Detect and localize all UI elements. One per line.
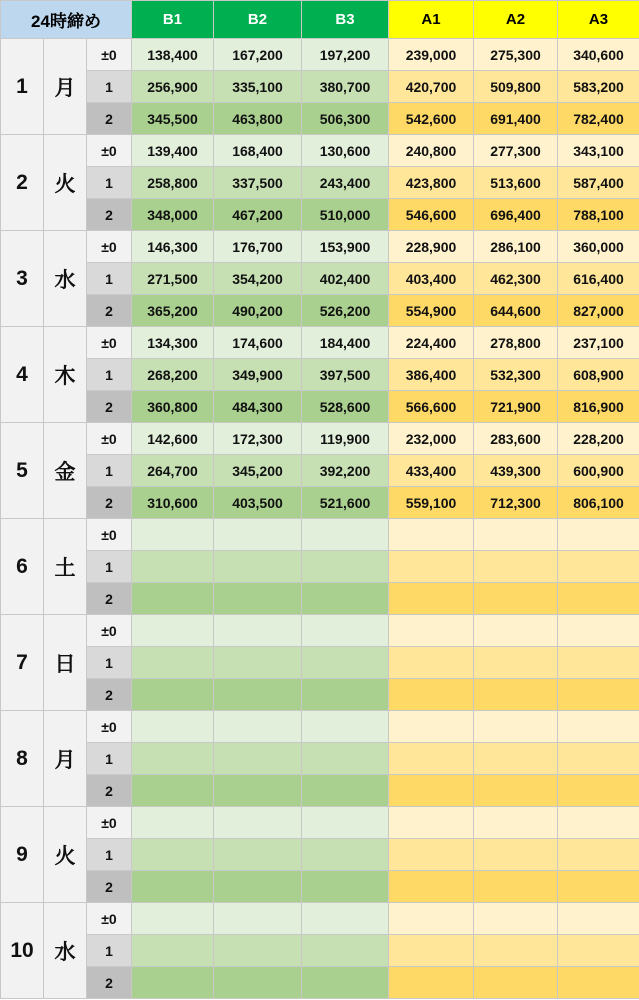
value-cell-b1[interactable]: [132, 679, 214, 711]
sub-row-label-cell[interactable]: ±0: [87, 615, 132, 647]
value-cell-b3[interactable]: 184,400: [302, 327, 389, 359]
weekday-cell[interactable]: 月: [44, 711, 87, 807]
value-cell-b2[interactable]: [214, 839, 302, 871]
sub-row-label-cell[interactable]: ±0: [87, 903, 132, 935]
value-cell-a3[interactable]: 237,100: [558, 327, 639, 359]
value-cell-b2[interactable]: 467,200: [214, 199, 302, 231]
day-number-cell[interactable]: 4: [1, 327, 44, 423]
value-cell-a3[interactable]: [558, 839, 639, 871]
value-cell-a3[interactable]: 340,600: [558, 39, 639, 71]
day-number-cell[interactable]: 3: [1, 231, 44, 327]
value-cell-b1[interactable]: 365,200: [132, 295, 214, 327]
sub-row-label-cell[interactable]: ±0: [87, 39, 132, 71]
value-cell-b1[interactable]: 348,000: [132, 199, 214, 231]
value-cell-b1[interactable]: 134,300: [132, 327, 214, 359]
value-cell-b2[interactable]: [214, 743, 302, 775]
value-cell-a1[interactable]: [389, 967, 474, 999]
value-cell-b1[interactable]: [132, 935, 214, 967]
value-cell-b3[interactable]: [302, 775, 389, 807]
value-cell-a1[interactable]: 232,000: [389, 423, 474, 455]
weekday-cell[interactable]: 土: [44, 519, 87, 615]
weekday-cell[interactable]: 水: [44, 903, 87, 999]
value-cell-a2[interactable]: [474, 551, 558, 583]
value-cell-a1[interactable]: 403,400: [389, 263, 474, 295]
header-row: [1, 1, 639, 39]
value-cell-b1[interactable]: [132, 871, 214, 903]
value-cell-a3[interactable]: [558, 743, 639, 775]
value-cell-a2[interactable]: [474, 647, 558, 679]
value-cell-a2[interactable]: 644,600: [474, 295, 558, 327]
table-row: [1, 423, 639, 455]
value-cell-a1[interactable]: [389, 711, 474, 743]
table-row: [1, 583, 639, 615]
value-cell-a2[interactable]: [474, 583, 558, 615]
value-cell-b2[interactable]: [214, 935, 302, 967]
value-cell-b3[interactable]: 521,600: [302, 487, 389, 519]
value-cell-a2[interactable]: 277,300: [474, 135, 558, 167]
value-cell-b3[interactable]: 380,700: [302, 71, 389, 103]
weekday-cell[interactable]: 日: [44, 615, 87, 711]
value-cell-a3[interactable]: [558, 647, 639, 679]
sub-row-label-cell[interactable]: ±0: [87, 327, 132, 359]
value-cell-b1[interactable]: [132, 647, 214, 679]
value-cell-a2[interactable]: 286,100: [474, 231, 558, 263]
value-cell-a1[interactable]: 386,400: [389, 359, 474, 391]
day-number-cell[interactable]: 7: [1, 615, 44, 711]
sub-row-label-cell[interactable]: 2: [87, 103, 132, 135]
value-cell-a3[interactable]: 827,000: [558, 295, 639, 327]
value-cell-b1[interactable]: 264,700: [132, 455, 214, 487]
value-cell-b3[interactable]: 119,900: [302, 423, 389, 455]
value-cell-b3[interactable]: 197,200: [302, 39, 389, 71]
sub-row-label-cell[interactable]: 2: [87, 295, 132, 327]
value-cell-b3[interactable]: [302, 871, 389, 903]
value-cell-a1[interactable]: [389, 551, 474, 583]
value-cell-b1[interactable]: 268,200: [132, 359, 214, 391]
value-cell-a2[interactable]: 721,900: [474, 391, 558, 423]
value-cell-b2[interactable]: [214, 551, 302, 583]
value-cell-a3[interactable]: 360,000: [558, 231, 639, 263]
value-cell-b3[interactable]: 153,900: [302, 231, 389, 263]
value-cell-b1[interactable]: 142,600: [132, 423, 214, 455]
table-row: [1, 135, 639, 167]
value-cell-b1[interactable]: [132, 839, 214, 871]
value-cell-b3[interactable]: [302, 711, 389, 743]
value-cell-b2[interactable]: 349,900: [214, 359, 302, 391]
value-cell-b3[interactable]: 402,400: [302, 263, 389, 295]
value-cell-b2[interactable]: 337,500: [214, 167, 302, 199]
value-cell-a1[interactable]: 240,800: [389, 135, 474, 167]
value-cell-b3[interactable]: 243,400: [302, 167, 389, 199]
value-cell-b3[interactable]: 392,200: [302, 455, 389, 487]
value-cell-b3[interactable]: 510,000: [302, 199, 389, 231]
value-cell-b2[interactable]: 168,400: [214, 135, 302, 167]
sub-row-label-cell[interactable]: 1: [87, 71, 132, 103]
weekday-cell[interactable]: 金: [44, 423, 87, 519]
value-cell-a2[interactable]: [474, 679, 558, 711]
value-cell-a3[interactable]: [558, 967, 639, 999]
sub-row-label-cell[interactable]: ±0: [87, 231, 132, 263]
value-cell-a3[interactable]: 788,100: [558, 199, 639, 231]
value-cell-a1[interactable]: [389, 871, 474, 903]
value-cell-b2[interactable]: 463,800: [214, 103, 302, 135]
value-cell-b2[interactable]: 345,200: [214, 455, 302, 487]
weekday-cell[interactable]: 月: [44, 39, 87, 135]
value-cell-b2[interactable]: [214, 519, 302, 551]
value-cell-a3[interactable]: 587,400: [558, 167, 639, 199]
value-cell-a3[interactable]: [558, 935, 639, 967]
table-row: [1, 199, 639, 231]
table-row: [1, 455, 639, 487]
sub-row-label-cell[interactable]: 2: [87, 775, 132, 807]
value-cell-b3[interactable]: 528,600: [302, 391, 389, 423]
table-row: [1, 903, 639, 935]
value-cell-a1[interactable]: [389, 839, 474, 871]
table-row: [1, 39, 639, 71]
value-cell-a3[interactable]: [558, 903, 639, 935]
table-row: [1, 935, 639, 967]
value-cell-a3[interactable]: [558, 711, 639, 743]
sub-row-label-cell[interactable]: 2: [87, 679, 132, 711]
table-row: [1, 263, 639, 295]
sub-row-label-cell[interactable]: 1: [87, 167, 132, 199]
table-row: [1, 871, 639, 903]
value-cell-a3[interactable]: [558, 871, 639, 903]
value-cell-a1[interactable]: [389, 519, 474, 551]
value-cell-b3[interactable]: [302, 551, 389, 583]
sub-row-label-cell[interactable]: 1: [87, 455, 132, 487]
value-cell-a3[interactable]: [558, 519, 639, 551]
value-cell-b3[interactable]: 526,200: [302, 295, 389, 327]
value-cell-a1[interactable]: [389, 615, 474, 647]
value-cell-b1[interactable]: [132, 807, 214, 839]
value-cell-a3[interactable]: 583,200: [558, 71, 639, 103]
value-cell-b1[interactable]: 138,400: [132, 39, 214, 71]
header-b2[interactable]: B2: [214, 1, 302, 39]
value-cell-a2[interactable]: [474, 807, 558, 839]
value-cell-b1[interactable]: 310,600: [132, 487, 214, 519]
value-cell-b3[interactable]: [302, 807, 389, 839]
table-row: [1, 839, 639, 871]
value-cell-a1[interactable]: [389, 775, 474, 807]
table-row: [1, 967, 639, 999]
table-row: [1, 743, 639, 775]
value-cell-b1[interactable]: [132, 967, 214, 999]
value-cell-b2[interactable]: 167,200: [214, 39, 302, 71]
header-a1[interactable]: A1: [389, 1, 474, 39]
sub-row-label-cell[interactable]: 1: [87, 935, 132, 967]
value-cell-b2[interactable]: [214, 775, 302, 807]
table-row: [1, 711, 639, 743]
table-row: [1, 647, 639, 679]
value-cell-b1[interactable]: [132, 743, 214, 775]
value-cell-a2[interactable]: 283,600: [474, 423, 558, 455]
value-cell-a1[interactable]: 542,600: [389, 103, 474, 135]
value-cell-b2[interactable]: [214, 903, 302, 935]
value-cell-a2[interactable]: 691,400: [474, 103, 558, 135]
value-cell-b1[interactable]: [132, 711, 214, 743]
value-cell-a2[interactable]: 696,400: [474, 199, 558, 231]
value-cell-a1[interactable]: 433,400: [389, 455, 474, 487]
value-cell-b2[interactable]: [214, 615, 302, 647]
value-cell-b3[interactable]: [302, 679, 389, 711]
value-cell-b1[interactable]: 256,900: [132, 71, 214, 103]
value-cell-a1[interactable]: [389, 679, 474, 711]
value-cell-b3[interactable]: [302, 935, 389, 967]
value-cell-b1[interactable]: [132, 551, 214, 583]
day-number-cell[interactable]: 10: [1, 903, 44, 999]
table-row: [1, 551, 639, 583]
day-number-cell[interactable]: 5: [1, 423, 44, 519]
value-cell-a1[interactable]: 224,400: [389, 327, 474, 359]
value-cell-b3[interactable]: [302, 839, 389, 871]
value-cell-b1[interactable]: 345,500: [132, 103, 214, 135]
sub-row-label-cell[interactable]: ±0: [87, 711, 132, 743]
value-cell-a3[interactable]: 806,100: [558, 487, 639, 519]
value-cell-b3[interactable]: [302, 647, 389, 679]
table-row: [1, 775, 639, 807]
value-cell-a3[interactable]: 343,100: [558, 135, 639, 167]
value-cell-b2[interactable]: 484,300: [214, 391, 302, 423]
value-cell-b3[interactable]: 506,300: [302, 103, 389, 135]
table-body: [1, 39, 639, 999]
value-cell-b2[interactable]: 403,500: [214, 487, 302, 519]
sub-row-label-cell[interactable]: 1: [87, 839, 132, 871]
value-cell-a2[interactable]: [474, 775, 558, 807]
value-cell-a2[interactable]: [474, 615, 558, 647]
day-number-cell[interactable]: 1: [1, 39, 44, 135]
value-cell-b1[interactable]: [132, 519, 214, 551]
value-cell-b3[interactable]: [302, 743, 389, 775]
value-cell-a2[interactable]: [474, 903, 558, 935]
table-row: [1, 359, 639, 391]
value-cell-a2[interactable]: 275,300: [474, 39, 558, 71]
value-cell-a3[interactable]: 816,900: [558, 391, 639, 423]
weekday-cell[interactable]: 水: [44, 231, 87, 327]
value-cell-a3[interactable]: 600,900: [558, 455, 639, 487]
sub-row-label-cell[interactable]: 1: [87, 551, 132, 583]
value-cell-a1[interactable]: 239,000: [389, 39, 474, 71]
value-cell-a1[interactable]: 420,700: [389, 71, 474, 103]
value-cell-a2[interactable]: 462,300: [474, 263, 558, 295]
sub-row-label-cell[interactable]: ±0: [87, 807, 132, 839]
value-cell-a1[interactable]: [389, 647, 474, 679]
value-cell-b3[interactable]: [302, 519, 389, 551]
table-row: [1, 71, 639, 103]
sub-row-label-cell[interactable]: 2: [87, 199, 132, 231]
header-b1[interactable]: B1: [132, 1, 214, 39]
day-number-cell[interactable]: 9: [1, 807, 44, 903]
table-row: [1, 519, 639, 551]
value-cell-b3[interactable]: 130,600: [302, 135, 389, 167]
value-cell-a2[interactable]: 439,300: [474, 455, 558, 487]
value-cell-a2[interactable]: [474, 743, 558, 775]
value-cell-a1[interactable]: [389, 743, 474, 775]
value-cell-a1[interactable]: [389, 903, 474, 935]
value-cell-b1[interactable]: [132, 615, 214, 647]
day-number-cell[interactable]: 2: [1, 135, 44, 231]
value-cell-b1[interactable]: 258,800: [132, 167, 214, 199]
table-row: [1, 391, 639, 423]
value-cell-a3[interactable]: [558, 807, 639, 839]
value-cell-b2[interactable]: 174,600: [214, 327, 302, 359]
value-cell-a3[interactable]: 782,400: [558, 103, 639, 135]
sub-row-label-cell[interactable]: 2: [87, 967, 132, 999]
value-cell-b2[interactable]: [214, 871, 302, 903]
weekday-cell[interactable]: 木: [44, 327, 87, 423]
sub-row-label-cell[interactable]: ±0: [87, 423, 132, 455]
value-cell-b3[interactable]: [302, 615, 389, 647]
value-cell-a1[interactable]: 423,800: [389, 167, 474, 199]
value-cell-b3[interactable]: [302, 903, 389, 935]
value-cell-a2[interactable]: 278,800: [474, 327, 558, 359]
value-cell-b1[interactable]: 360,800: [132, 391, 214, 423]
value-cell-b2[interactable]: 490,200: [214, 295, 302, 327]
value-cell-a2[interactable]: [474, 839, 558, 871]
table-row: [1, 487, 639, 519]
weekday-cell[interactable]: 火: [44, 807, 87, 903]
value-cell-b1[interactable]: [132, 775, 214, 807]
table-row: [1, 295, 639, 327]
value-cell-b2[interactable]: [214, 679, 302, 711]
header-cutoff-label[interactable]: 24時締め: [1, 1, 132, 39]
value-cell-b3[interactable]: 397,500: [302, 359, 389, 391]
value-cell-a2[interactable]: 532,300: [474, 359, 558, 391]
sub-row-label-cell[interactable]: 2: [87, 583, 132, 615]
table-row: [1, 327, 639, 359]
value-cell-b2[interactable]: [214, 647, 302, 679]
table-row: [1, 231, 639, 263]
table-row: [1, 167, 639, 199]
value-cell-a3[interactable]: [558, 583, 639, 615]
sub-row-label-cell[interactable]: 2: [87, 391, 132, 423]
sub-row-label-cell[interactable]: ±0: [87, 135, 132, 167]
value-cell-b2[interactable]: [214, 711, 302, 743]
value-cell-b1[interactable]: [132, 903, 214, 935]
value-cell-a3[interactable]: [558, 679, 639, 711]
value-cell-a3[interactable]: 228,200: [558, 423, 639, 455]
value-cell-b2[interactable]: [214, 583, 302, 615]
value-cell-b1[interactable]: [132, 583, 214, 615]
value-cell-a3[interactable]: [558, 775, 639, 807]
value-cell-b1[interactable]: 146,300: [132, 231, 214, 263]
table-row: [1, 807, 639, 839]
value-cell-b1[interactable]: 271,500: [132, 263, 214, 295]
table-row: [1, 679, 639, 711]
value-cell-a3[interactable]: [558, 551, 639, 583]
value-cell-b2[interactable]: [214, 967, 302, 999]
sub-row-label-cell[interactable]: ±0: [87, 519, 132, 551]
value-cell-a2[interactable]: 513,600: [474, 167, 558, 199]
value-cell-b3[interactable]: [302, 967, 389, 999]
sub-row-label-cell[interactable]: 1: [87, 263, 132, 295]
value-cell-a3[interactable]: [558, 615, 639, 647]
sub-row-label-cell[interactable]: 2: [87, 487, 132, 519]
value-cell-a1[interactable]: [389, 935, 474, 967]
sub-row-label-cell[interactable]: 2: [87, 871, 132, 903]
value-cell-a3[interactable]: 608,900: [558, 359, 639, 391]
value-cell-a1[interactable]: [389, 807, 474, 839]
value-cell-b2[interactable]: [214, 807, 302, 839]
sub-row-label-cell[interactable]: 1: [87, 359, 132, 391]
table-row: [1, 103, 639, 135]
sub-row-label-cell[interactable]: 1: [87, 647, 132, 679]
value-cell-b2[interactable]: 335,100: [214, 71, 302, 103]
table-row: [1, 615, 639, 647]
value-cell-a2[interactable]: [474, 935, 558, 967]
value-cell-a1[interactable]: 554,900: [389, 295, 474, 327]
value-cell-a1[interactable]: [389, 583, 474, 615]
value-cell-b1[interactable]: 139,400: [132, 135, 214, 167]
header-a3[interactable]: A3: [558, 1, 639, 39]
day-number-cell[interactable]: 6: [1, 519, 44, 615]
value-cell-a2[interactable]: [474, 519, 558, 551]
value-cell-a1[interactable]: 228,900: [389, 231, 474, 263]
value-cell-a3[interactable]: 616,400: [558, 263, 639, 295]
value-cell-a2[interactable]: [474, 711, 558, 743]
value-cell-b3[interactable]: [302, 583, 389, 615]
header-a2[interactable]: A2: [474, 1, 558, 39]
sub-row-label-cell[interactable]: 1: [87, 743, 132, 775]
value-cell-a2[interactable]: [474, 871, 558, 903]
value-cell-a1[interactable]: 566,600: [389, 391, 474, 423]
value-cell-a2[interactable]: 509,800: [474, 71, 558, 103]
header-b3[interactable]: B3: [302, 1, 389, 39]
value-cell-a1[interactable]: 559,100: [389, 487, 474, 519]
weekday-cell[interactable]: 火: [44, 135, 87, 231]
value-cell-b2[interactable]: 176,700: [214, 231, 302, 263]
value-cell-a2[interactable]: 712,300: [474, 487, 558, 519]
value-cell-b2[interactable]: 172,300: [214, 423, 302, 455]
value-cell-a1[interactable]: 546,600: [389, 199, 474, 231]
value-cell-a2[interactable]: [474, 967, 558, 999]
value-cell-b2[interactable]: 354,200: [214, 263, 302, 295]
day-number-cell[interactable]: 8: [1, 711, 44, 807]
